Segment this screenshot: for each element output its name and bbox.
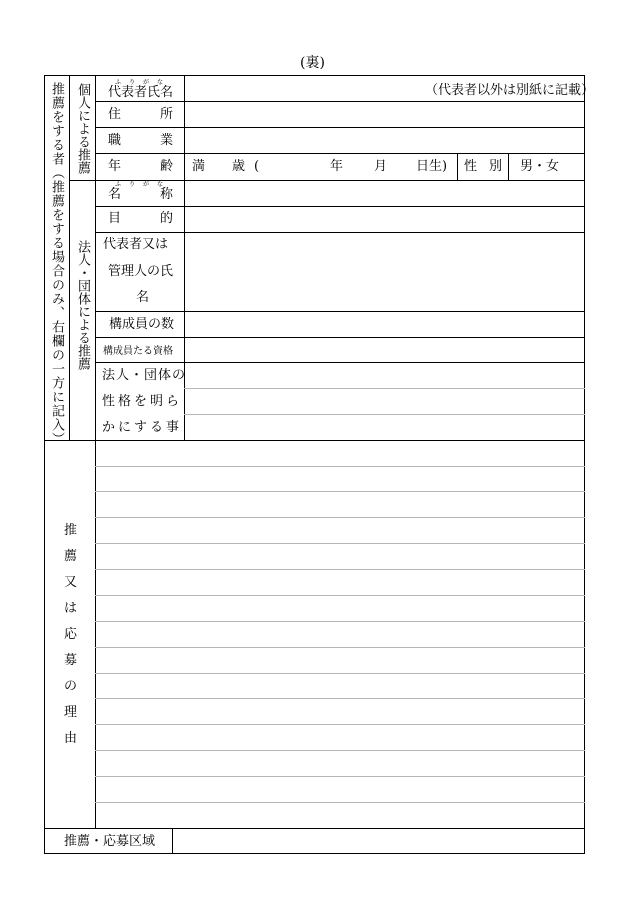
ruled-line (95, 776, 585, 777)
rep-name-note: （代表者以外は別紙に記載） (425, 83, 595, 98)
reason-char: 募 (64, 653, 78, 668)
section-line (44, 440, 585, 441)
occupation-label: 職 業 (108, 133, 173, 148)
individual-group-label: 個人による推薦 (75, 83, 90, 174)
ruled-line (95, 466, 585, 467)
category-label: 推薦・応募区域 (64, 834, 156, 849)
reason-char: 又 (64, 575, 78, 590)
ruled-line (95, 750, 585, 751)
ruled-line (95, 543, 585, 544)
birth-year: 年 (330, 159, 344, 174)
ruled-line (95, 698, 585, 699)
age-label: 年 齢 (108, 159, 173, 174)
rep-line-1: 代表者又は (103, 237, 169, 252)
reason-char: 薦 (64, 549, 78, 564)
reason-char: 推 (64, 523, 78, 538)
rep-line-2: 管理人の氏 (108, 264, 174, 279)
divider (184, 75, 185, 440)
birth-month: 月 (374, 159, 388, 174)
ruled-line (95, 673, 585, 674)
recommender-side-label: 推薦をする者（推薦をする場合のみ、右欄の一方に記入） (49, 82, 64, 446)
nature-line-1: 法人・団体の (102, 368, 187, 383)
row-line (95, 127, 585, 128)
divider (172, 828, 173, 854)
ruled-line (95, 647, 585, 648)
row-line (184, 388, 585, 389)
rep-name-label: 代表者氏名 (108, 85, 174, 100)
name-ruby: ふりがな (115, 181, 172, 188)
ruled-line (95, 569, 585, 570)
row-line (95, 232, 585, 233)
divider (457, 153, 458, 180)
gender-options: 男・女 (520, 159, 560, 174)
ruled-line (95, 724, 585, 725)
divider (508, 153, 509, 180)
ruled-line (95, 802, 585, 803)
divider (95, 75, 96, 828)
purpose-label: 目 的 (108, 211, 173, 226)
member-qualification-label: 構成員たる資格 (103, 346, 173, 357)
row-line (95, 337, 585, 338)
rep-line-3: 名 (136, 290, 150, 305)
ruled-line (95, 621, 585, 622)
birth-day: 日生) (416, 159, 448, 174)
reason-char: 応 (64, 627, 78, 642)
corporate-group-label: 法人・団体による推薦 (75, 240, 90, 370)
corp-name-label: 名 称 (108, 187, 173, 202)
row-line (95, 206, 585, 207)
rep-name-ruby: ふりがな (115, 79, 172, 86)
address-label: 住 所 (108, 107, 173, 122)
ruled-line (95, 491, 585, 492)
nature-line-2: 性格を明ら (102, 394, 183, 409)
row-line (95, 362, 585, 363)
nature-line-3: かにする事 (102, 420, 183, 435)
row-line (44, 828, 585, 829)
reason-char: は (64, 601, 78, 616)
reason-char: 理 (64, 705, 78, 720)
reason-char: 由 (64, 731, 78, 746)
divider (69, 75, 70, 440)
row-line (95, 311, 585, 312)
ruled-line (95, 517, 585, 518)
age-unit: 歳( (232, 159, 269, 174)
row-line (184, 414, 585, 415)
ruled-line (95, 595, 585, 596)
members-count-label: 構成員の数 (109, 317, 175, 332)
gender-label: 性 別 (464, 159, 502, 174)
page-label: (裏) (300, 55, 325, 71)
reason-char: の (64, 679, 78, 694)
row-line (95, 101, 585, 102)
age-prefix: 満 (192, 159, 206, 174)
row-line (95, 153, 585, 154)
